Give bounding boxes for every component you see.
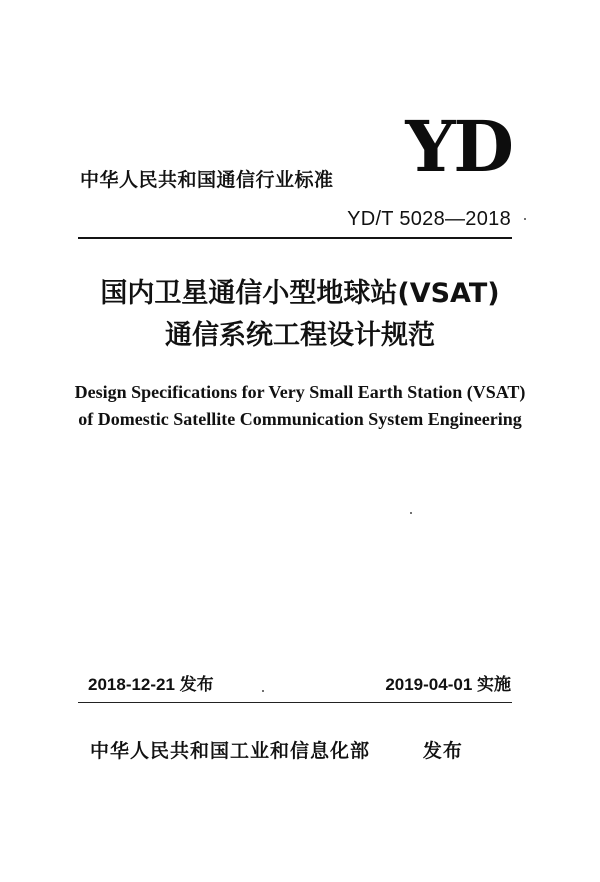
implementation-date: 2019-04-01 实施 bbox=[385, 675, 511, 694]
scan-speck bbox=[524, 218, 526, 220]
issue-date: 2018-12-21 发布 bbox=[88, 675, 214, 694]
title-zh-line2: 通信系统工程设计规范 bbox=[165, 320, 435, 351]
scan-speck bbox=[410, 512, 412, 514]
bottom-divider bbox=[78, 702, 512, 703]
title-zh-line1: 国内卫星通信小型地球站(VSAT) bbox=[100, 278, 500, 309]
standard-number: YD/T 5028—2018 bbox=[347, 208, 511, 230]
standard-category: 中华人民共和国通信行业标准 bbox=[80, 169, 334, 191]
title-en-line1: Design Specifications for Very Small Earth Station (VSAT) bbox=[74, 382, 526, 402]
title-en-line2: of Domestic Satellite Communication System Engineering bbox=[78, 409, 522, 429]
yd-logo: YD bbox=[405, 105, 512, 188]
issuing-authority: 中华人民共和国工业和信息化部 发布 bbox=[90, 740, 463, 762]
top-divider bbox=[78, 237, 512, 239]
scan-speck bbox=[262, 690, 264, 692]
